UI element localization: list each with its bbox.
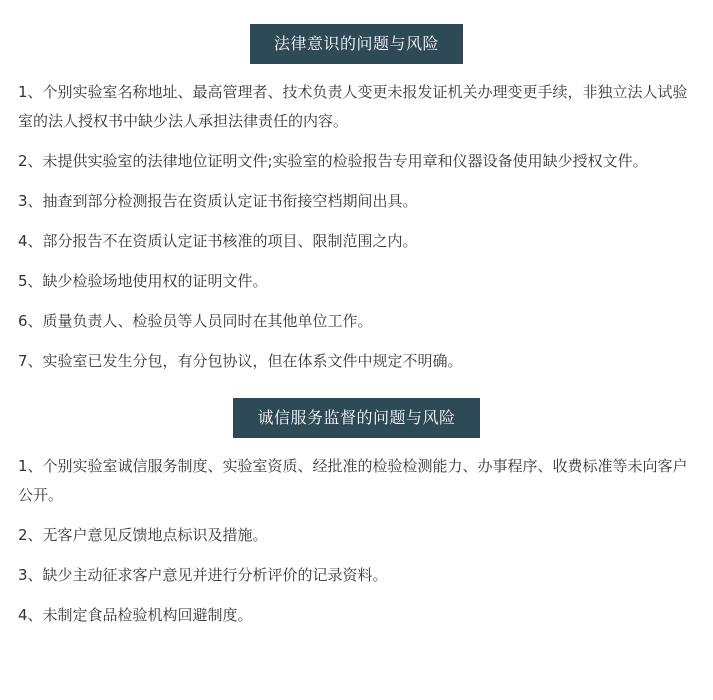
list-item: 4、部分报告不在资质认定证书核准的项目、限制范围之内。 bbox=[18, 232, 418, 250]
list-item: 1、个别实验室名称地址、最高管理者、技术负责人变更未报发证机关办理变更手续，非独立法人试验室的法人授权书中缺少法人承担法律责任的内容。 bbox=[18, 83, 688, 130]
article-page bbox=[0, 24, 713, 700]
list-item: 7、实验室已发生分包，有分包协议，但在体系文件中规定不明确。 bbox=[18, 352, 463, 370]
integrity-service-list bbox=[18, 452, 695, 630]
list-item: 4、未制定食品检验机构回避制度。 bbox=[18, 606, 253, 624]
list-item: 2、未提供实验室的法律地位证明文件;实验室的检验报告专用章和仪器设备使用缺少授权文件。 bbox=[18, 152, 648, 170]
list-item: 5、缺少检验场地使用权的证明文件。 bbox=[18, 272, 268, 290]
section-legal-awareness bbox=[18, 24, 695, 64]
section-integrity-service bbox=[18, 398, 695, 438]
list-item: 3、抽查到部分检测报告在资质认定证书衔接空档期间出具。 bbox=[18, 192, 418, 210]
list-item: 1、个别实验室诚信服务制度、实验室资质、经批准的检验检测能力、办事程序、收费标准等未向客户公开。 bbox=[18, 457, 688, 504]
section-title-legal-awareness: 法律意识的问题与风险 bbox=[250, 24, 463, 64]
legal-awareness-list bbox=[18, 78, 695, 376]
section-title-integrity-service: 诚信服务监督的问题与风险 bbox=[233, 398, 479, 438]
list-item: 3、缺少主动征求客户意见并进行分析评价的记录资料。 bbox=[18, 566, 388, 584]
list-item: 6、质量负责人、检验员等人员同时在其他单位工作。 bbox=[18, 312, 373, 330]
list-item: 2、无客户意见反馈地点标识及措施。 bbox=[18, 526, 268, 544]
